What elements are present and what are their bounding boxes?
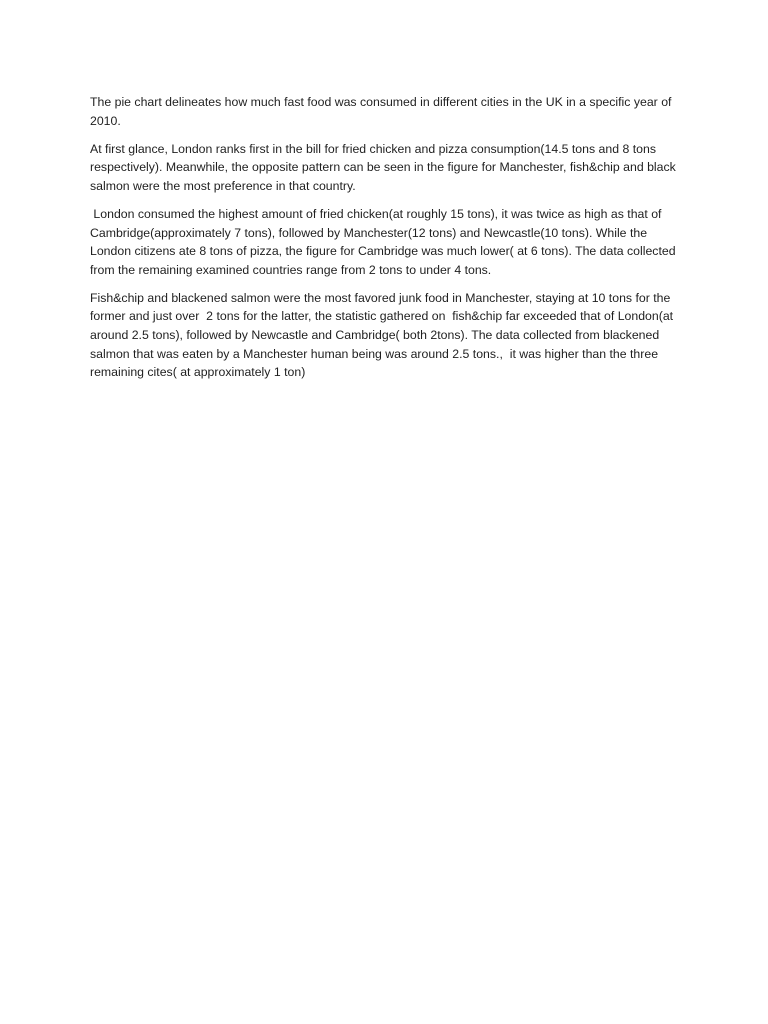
essay-body (90, 93, 682, 391)
paragraph-fried-chicken-pizza: London consumed the highest amount of fried chicken(at roughly 15 tons), it was twice as high as that of Cambridge(approximately 7 tons), followed by Manchester(12 tons) and Newcastle(10 tons). While the London citizens ate 8 tons of pizza, the figure for Cambridge was much lower( at 6 tons). The data collected from the remaining examined countries range from 2 tons to under 4 tons. (90, 206, 679, 277)
paragraph-fish-chip-salmon: Fish&chip and blackened salmon were the most favored junk food in Manchester, staying at 10 tons for the former and just over 2 tons for the latter, the statistic gathered on fish&chip far exceeded that of London(at around 2.5 tons), followed by Newcastle and Cambridge( both 2tons). The data collected from blackened salmon that was eaten by a Manchester human being was around 2.5 tons., it was higher than the three remaining cites( at approximately 1 ton) (90, 290, 677, 380)
paragraph-overview: At first glance, London ranks first in the bill for fried chicken and pizza consumption(14.5 tons and 8 tons respectively). Meanwhile, the opposite pattern can be seen in the figure for Manchester, fish&chip and black salmon were the most preference in that country. (90, 141, 676, 193)
paragraph-intro: The pie chart delineates how much fast food was consumed in different cities in the UK in a specific year of 2010. (90, 95, 672, 128)
